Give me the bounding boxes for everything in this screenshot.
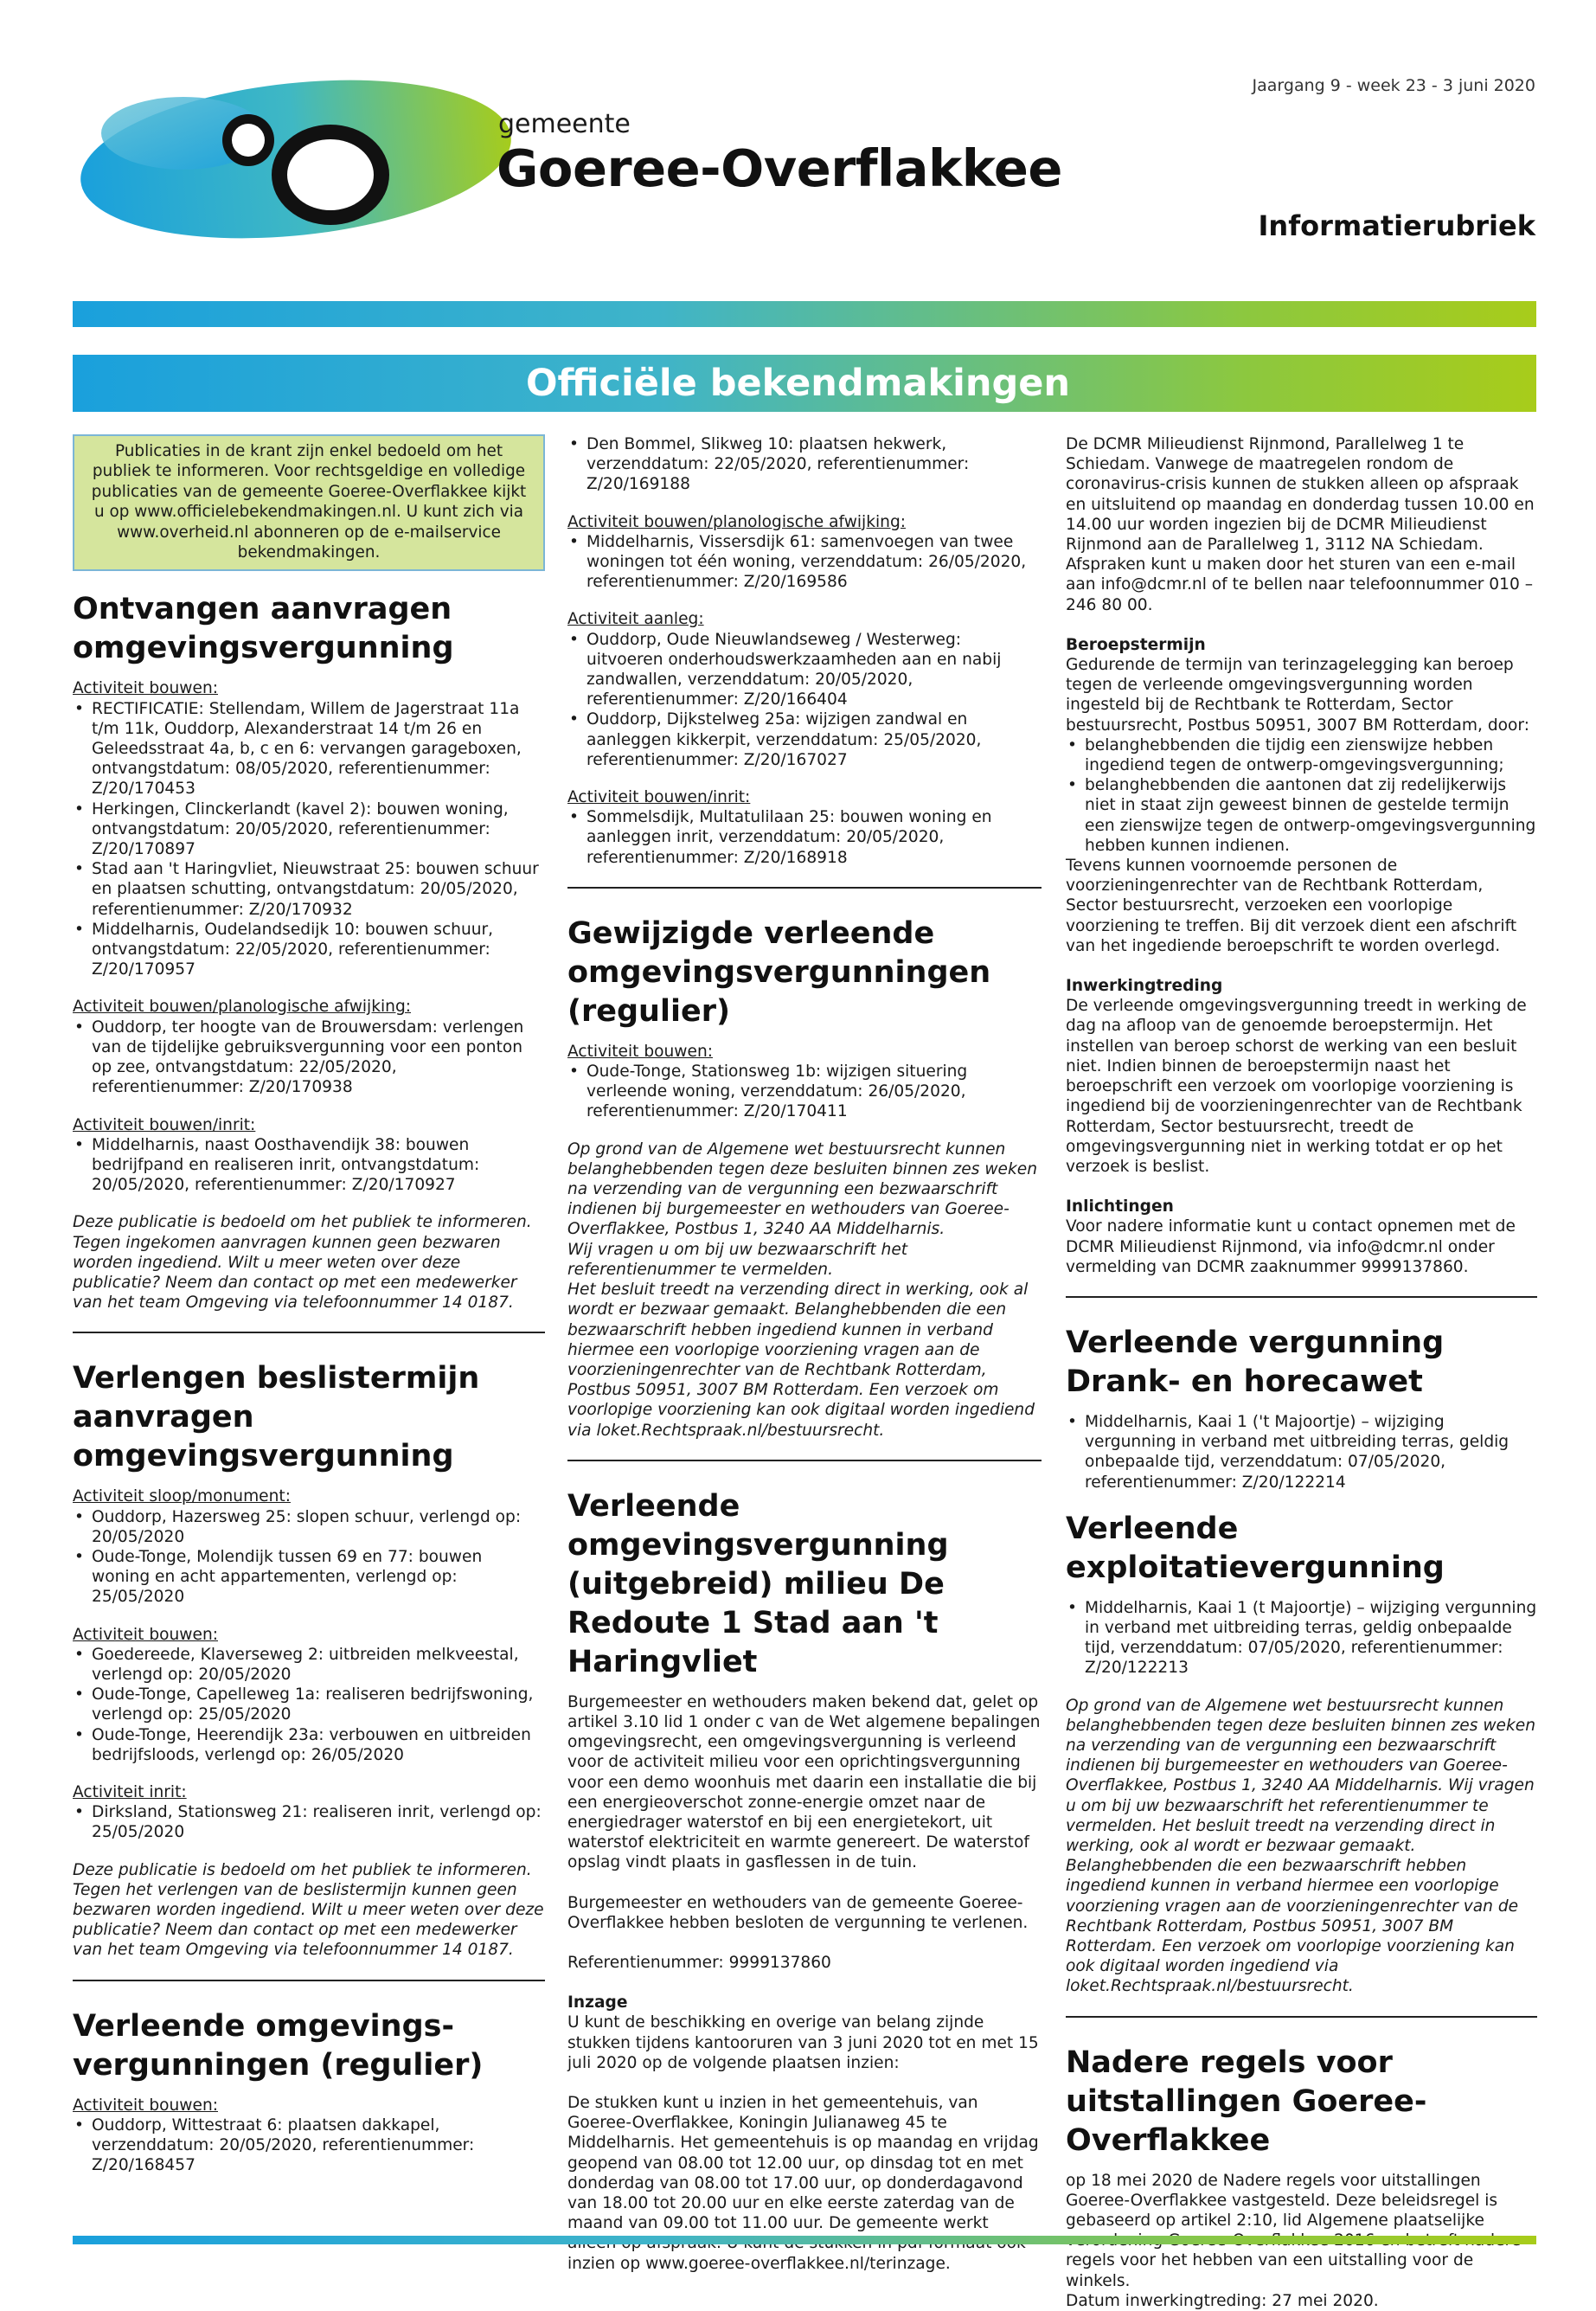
section-heading: Verlengen beslistermijn aanvragen omgevingsvergunning [73, 1361, 480, 1474]
item-list [1066, 1412, 1537, 1493]
activity-label: Activiteit bouwen: [567, 1042, 713, 1061]
gradient-bar [73, 301, 1536, 327]
activity-label: Activiteit aanleg: [567, 610, 704, 629]
list-item: • Middelharnis, Kaai 1 (t Majoortje) – wijziging vergunning in verband met uitbreiding terras, geldig onbepaalde tijd, verzenddatum: 07/05/2020, referentienummer: Z/20/122213 [1066, 1598, 1537, 1679]
list-item: • Oude-Tonge, Stationsweg 1b: wijzigen situering verleende woning, verzenddatum: 26/05/2020, referentienummer: Z/20/170411 [567, 1062, 1042, 1122]
body-paragraph: Datum inwerkingtreding: 27 mei 2020. [1066, 2291, 1379, 2310]
subheading-inzage: Inzage [567, 1993, 628, 2012]
item-list [73, 1507, 545, 1608]
legal-note: Wij vragen u om bij uw bezwaarschrift het referentienummer te vermelden. [567, 1240, 908, 1279]
item-list [567, 532, 1042, 593]
body-paragraph: Burgemeester en wethouders van de gemeente Goeree-Overflakkee hebben besloten de vergunning te verlenen. [567, 1893, 1029, 1932]
list-item: • RECTIFICATIE: Stellendam, Willem de Jagerstraat 11a t/m 11k, Ouddorp, Alexanderstraat 14 t/m 26 en Geleedsstraat 4a, b, c en 6: vervangen garageboxen, ontvangstdatum: 08/05/2020, referentienummer: Z/20/170453 [73, 699, 545, 799]
item-list [567, 630, 1042, 770]
body-paragraph: Gedurende de termijn van terinzagelegging kan beroep tegen de verleende omgevingsvergunning worden ingesteld bij de Rechtbank te Rotterdam, Sector bestuursrecht, Postbus 50951, 3007 BM Rotterdam, door: [1066, 656, 1529, 735]
section-title: Officiële bekendmakingen [525, 362, 1071, 405]
list-item: • Ouddorp, Wittestraat 6: plaatsen dakkapel, verzenddatum: 20/05/2020, referentienummer: Z/20/168457 [73, 2115, 545, 2176]
list-item: • Sommelsdijk, Multatulilaan 25: bouwen woning en aanleggen inrit, verzenddatum: 20/05/2020, referentienummer: Z/20/168918 [567, 807, 1042, 868]
item-list [73, 1017, 545, 1098]
activity-label: Activiteit bouwen/planologische afwijking: [567, 512, 907, 531]
list-item: • Ouddorp, Dijkstelweg 25a: wijzigen zandwal en aanleggen kikkerpit, verzenddatum: 25/05/2020, referentienummer: Z/20/167027 [567, 709, 1042, 770]
section-divider [73, 1332, 545, 1333]
body-paragraph: U kunt de beschikking en overige van belang zijnde stukken tijdens kantooruren van 3 juni 2020 tot en met 15 juli 2020 op de volgende plaatsen inzien: [567, 2013, 1039, 2072]
list-item: • Oude-Tonge, Molendijk tussen 69 en 77: bouwen woning en acht appartementen, verlengd op: 25/05/2020 [73, 1547, 545, 1608]
list-item: • Den Bommel, Slikweg 10: plaatsen hekwerk, verzenddatum: 22/05/2020, referentienummer: Z/20/169188 [567, 434, 1042, 495]
body-paragraph: Burgemeester en wethouders maken bekend dat, gelet op artikel 3.10 lid 1 onder c van de Wet algemene bepalingen omgevingsrecht, een omgevingsvergunning is verleend voor de activiteit milieu voor een oprichtingsvergunning voor een demo woonhuis met daarin een installatie die bij een energieoverschot zonne-energie omzet naar de energiedrager waterstof en bij een energietekort, uit waterstof elektriciteit en warmte genereert. De waterstof opslag vindt plaats in gasflessen in de tuin. [567, 1692, 1041, 1872]
item-list [567, 1062, 1042, 1122]
section-divider [567, 1460, 1042, 1461]
section-divider [1066, 1296, 1537, 1298]
item-list [1066, 1598, 1537, 1679]
list-item: • Oude-Tonge, Heerendijk 23a: verbouwen en uitbreiden bedrijfsloods, verlengd op: 26/05/2020 [73, 1725, 545, 1765]
item-list [567, 807, 1042, 868]
list-item: • Middelharnis, Oudelandsedijk 10: bouwen schuur, ontvangstdatum: 22/05/2020, referentienummer: Z/20/170957 [73, 920, 545, 980]
body-paragraph: De verleende omgevingsvergunning treedt in werking de dag na afloop van de genoemde beroepstermijn. Het instellen van beroep schorst de werking van een besluit niet. Indien binnen de beroepstermijn naast het beroepschrift een verzoek om voorlopige voorziening is ingediend bij de voorzieningenrechter van de Rechtbank Rotterdam, Sector bestuursrecht, treedt de omgevingsvergunning niet in werking totdat er op het verzoek is beslist. [1066, 997, 1527, 1176]
section-heading: Verleende exploitatievergunning [1066, 1511, 1445, 1585]
list-item: • belanghebbenden die tijdig een zienswijze hebben ingediend tegen de ontwerp-omgevingsvergunning; [1066, 735, 1537, 775]
list-item: • Herkingen, Clinckerlandt (kavel 2): bouwen woning, ontvangstdatum: 20/05/2020, referentienummer: Z/20/170897 [73, 799, 545, 860]
list-item: • Oude-Tonge, Capelleweg 1a: realiseren bedrijfswoning, verlengd op: 25/05/2020 [73, 1685, 545, 1724]
list-item: • Ouddorp, Oude Nieuwlandseweg / Westerweg: uitvoeren onderhoudswerkzaamheden aan en nabij zandwallen, verzenddatum: 20/05/2020, referentienummer: Z/20/166404 [567, 630, 1042, 710]
disclaimer-note: Deze publicatie is bedoeld om het publiek te informeren. Tegen ingekomen aanvragen kunnen geen bezwaren worden ingediend. Wilt u meer weten over deze publicatie? Neem dan contact op met een medewerker van het team Omgeving via telefoonnummer 14 0187. [73, 1213, 532, 1313]
item-list [73, 1135, 545, 1196]
column-3 [1066, 434, 1537, 2311]
list-item: • Goedereede, Klaverseweg 2: uitbreiden melkveestal, verlengd op: 20/05/2020 [73, 1645, 545, 1685]
body-paragraph: De DCMR Milieudienst Rijnmond, Parallelweg 1 te Schiedam. Vanwege de maatregelen rondom de coronavirus-crisis kunnen de stukken alleen op afspraak en uitsluitend op maandag en donderdag tussen 10.00 en 14.00 uur worden ingezien bij de DCMR Milieudienst Rijnmond aan de Parallelweg 1, 3112 NA Schiedam. Afspraken kunt u maken door het sturen van een e-mail aan info@dcmr.nl of te bellen naar telefoonnummer 010 – 246 80 00. [1066, 435, 1535, 614]
activity-label: Activiteit sloop/monument: [73, 1487, 291, 1506]
activity-label: Activiteit bouwen/inrit: [73, 1115, 256, 1134]
list-item: • Middelharnis, naast Oosthavendijk 38: bouwen bedrijfpand en realiseren inrit, ontvangstdatum: 20/05/2020, referentienummer: Z/20/170927 [73, 1135, 545, 1196]
list-item: • Stad aan 't Haringvliet, Nieuwstraat 25: bouwen schuur en plaatsen schutting, ontvangstdatum: 20/05/2020, referentienummer: Z/20/170932 [73, 859, 545, 920]
item-list [73, 699, 545, 980]
section-heading: Verleende omgevings-vergunningen (regulier) [73, 2008, 484, 2083]
subheading-inlichtingen: Inlichtingen [1066, 1197, 1174, 1216]
reference-number: Referentienummer: 9999137860 [567, 1953, 831, 1972]
item-list [73, 1802, 545, 1842]
issue-info: Jaargang 9 - week 23 - 3 juni 2020 [1252, 76, 1535, 95]
item-list [73, 1645, 545, 1765]
section-divider [1066, 2016, 1537, 2018]
legal-note: Op grond van de Algemene wet bestuursrecht kunnen belanghebbenden tegen deze besluiten binnen zes weken na verzending van de vergunning een bezwaarschrift indienen bij burgemeester en wethouders van Goeree-Overflakkee, Postbus 1, 3240 AA Middelharnis. Wij vragen u om bij uw bezwaarschrift het referentienummer te vermelden. Het besluit treedt na verzending direct in werking, ook al wordt er bezwaar gemaakt. Belanghebbenden die een bezwaarschrift hebben ingediend kunnen in verband hiermee een voorlopige voorziening vragen aan de voorzieningenrechter van de Rechtbank Rotterdam, Postbus 50951, 3007 BM Rotterdam. Een verzoek om voorlopige voorziening kan ook digitaal worden ingediend via loket.Rechtspraak.nl/bestuursrecht. [1066, 1696, 1535, 1996]
body-paragraph: De stukken kunt u inzien in het gemeentehuis, van Goeree-Overflakkee, Koningin Julianaweg 45 te Middelharnis. Het gemeentehuis is op maandag en vrijdag geopend van 08.00 tot 12.00 uur, op dinsdag tot en met donderdag van 08.00 tot 17.00 uur, op donderdagavond van 18.00 tot 20.00 uur en elke eerste zaterdag van de maand van 09.00 tot 11.00 uur. De gemeente werkt inzien op www.goeree-overflakkee.nl/terinzage. [567, 2093, 1039, 2273]
legal-note: Op grond van de Algemene wet bestuursrecht kunnen belanghebbenden tegen deze besluiten binnen zes weken na verzending van de vergunning een bezwaarschrift indienen bij burgemeester en wethouders van Goeree-Overflakkee, Postbus 1, 3240 AA Middelharnis. [567, 1139, 1037, 1239]
list-item: • Ouddorp, ter hoogte van de Brouwersdam: verlengen van de tijdelijke gebruiksvergunning voor een ponton op zee, ontvangstdatum: 22/05/2020, referentienummer: Z/20/170938 [73, 1017, 545, 1098]
subheading-beroepstermijn: Beroepstermijn [1066, 635, 1206, 654]
item-list [73, 2115, 545, 2176]
item-list [1066, 735, 1537, 856]
activity-label: Activiteit bouwen: [73, 1625, 218, 1644]
column-2 [567, 434, 1042, 2274]
disclaimer-note: Deze publicatie is bedoeld om het publiek te informeren. Tegen het verlengen van de beslistermijn kunnen geen bezwaren worden ingediend. Wilt u meer weten over deze publicatie? Neem dan contact op met een medewerker van het team Omgeving via telefoonnummer 14 0187. [73, 1860, 544, 1960]
section-divider [567, 887, 1042, 889]
municipality-logo [71, 73, 512, 246]
notice-box: Publicaties in de krant zijn enkel bedoeld om het publiek te informeren. Voor rechtsgeldige en volledige publicaties van de gemeente Goeree-Overflakkee kijkt u op www.officielebekendmakingen.nl. U kunt zich via www.overheid.nl abonneren op de e-mailservice bekendmakingen. [73, 434, 545, 571]
activity-label: Activiteit bouwen/inrit: [567, 788, 751, 807]
section-heading: Nadere regels voor uitstallingen Goeree-Overflakkee [1066, 2045, 1427, 2158]
activity-label: Activiteit bouwen: [73, 2096, 218, 2115]
body-paragraph: Tevens kunnen voornoemde personen de voorzieningenrechter van de Rechtbank Rotterdam, Sector bestuursrecht, verzoeken een voorlopige voorziening te treffen. Bij dit verzoek dient een afschrift van het ingediende beroepschrift te worden overlegd. [1066, 857, 1517, 955]
column-1 [73, 434, 545, 2192]
activity-label: Activiteit bouwen/planologische afwijking: [73, 998, 412, 1017]
item-list [567, 434, 1042, 495]
list-item: • Dirksland, Stationsweg 21: realiseren inrit, verlengd op: 25/05/2020 [73, 1802, 545, 1842]
subheading-inwerkingtreding: Inwerkingtreding [1066, 977, 1223, 996]
section-heading: Verleende omgevingsvergunning (uitgebreid) milieu De Redoute 1 Stad aan 't Haringvliet [567, 1488, 949, 1679]
section-heading: Ontvangen aanvragen omgevingsvergunning [73, 592, 454, 666]
logo-gemeente-label: gemeente [498, 109, 631, 139]
list-item: • Ouddorp, Hazersweg 25: slopen schuur, verlengd op: 20/05/2020 [73, 1507, 545, 1547]
activity-label: Activiteit inrit: [73, 1782, 187, 1801]
brand-title: Goeree-Overflakkee [497, 138, 1062, 198]
body-paragraph: Voor nadere informatie kunt u contact opnemen met de DCMR Milieudienst Rijnmond, via info@dcmr.nl onder vermelding van DCMR zaaknummer 9999137860. [1066, 1217, 1516, 1276]
list-item: • Middelharnis, Kaai 1 ('t Majoortje) – wijziging vergunning in verband met uitbreiding terras, geldig onbepaalde tijd, verzenddatum: 07/05/2020, referentienummer: Z/20/122214 [1066, 1412, 1537, 1493]
footer-gradient-bar [73, 2236, 1536, 2244]
activity-label: Activiteit bouwen: [73, 679, 218, 698]
section-heading: Gewijzigde verleende omgevingsvergunningen (regulier) [567, 915, 991, 1029]
list-item: • Middelharnis, Vissersdijk 61: samenvoegen van twee woningen tot één woning, verzenddatum: 26/05/2020, referentienummer: Z/20/169586 [567, 532, 1042, 593]
rubriek-title: Informatierubriek [1258, 209, 1535, 242]
list-item: • belanghebbenden die aantonen dat zij redelijkerwijs niet in staat zijn geweest binnen de gestelde termijn een zienswijze tegen de ontwerp-omgevingsvergunning hebben kunnen indienen. [1066, 775, 1537, 856]
section-divider [73, 1980, 545, 1981]
legal-note: Het besluit treedt na verzending direct in werking, ook al wordt er bezwaar gemaakt. Belanghebbenden die een bezwaarschrift hebben ingediend kunnen in verband hiermee een voorlopige voorziening vragen aan de voorzieningenrechter van de Rechtbank Rotterdam, Postbus 50951, 3007 BM Rotterdam. Een verzoek om voorlopige voorziening kan ook digitaal worden ingediend via loket.Rechtspraak.nl/bestuursrecht. [567, 1281, 1035, 1440]
body-paragraph: op 18 mei 2020 de Nadere regels voor uitstallingen Goeree-Overflakkee vastgesteld. Deze beleidsregel is gebaseerd op artikel 2:10, lid Algemene plaatselijke regels voor het hebben van een uitstalling voor de winkels. [1066, 2171, 1498, 2290]
section-heading: Verleende vergunning Drank- en horecawet [1066, 1325, 1445, 1399]
